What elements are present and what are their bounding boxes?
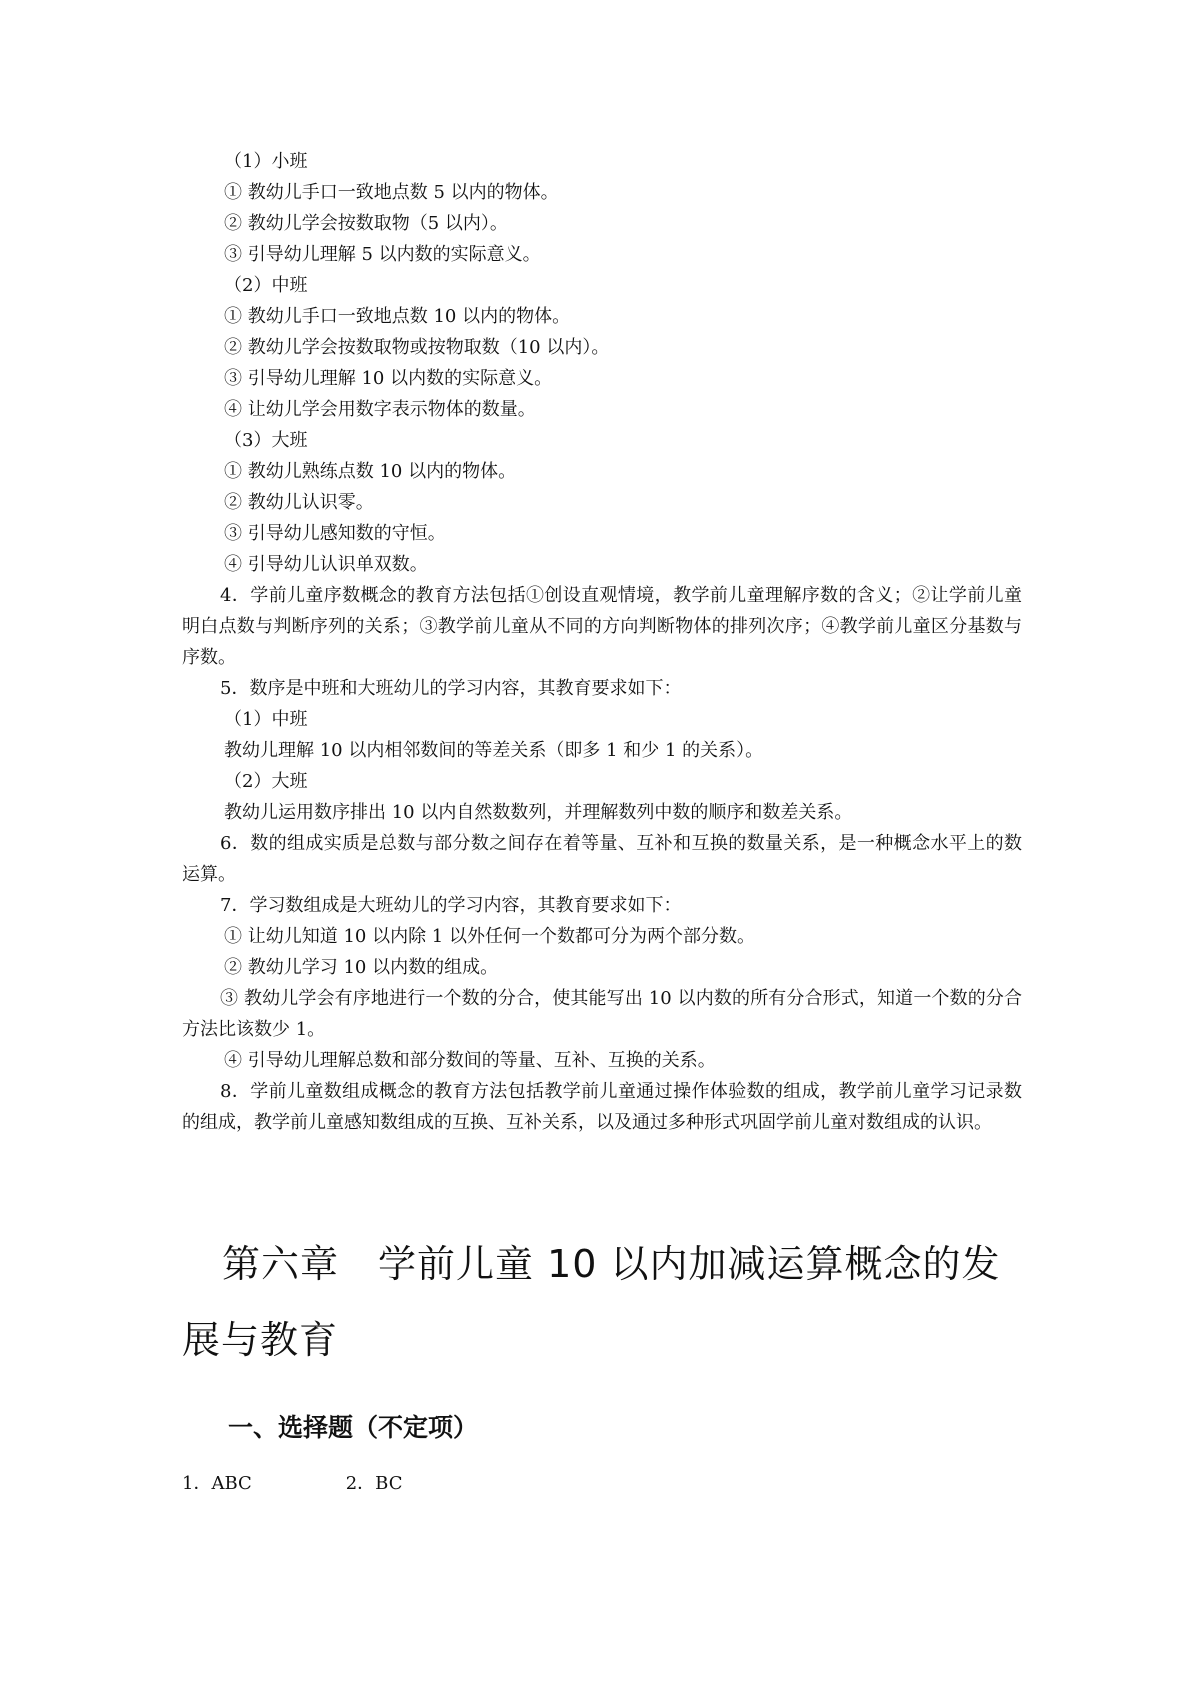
- requirement-line: ① 教幼儿熟练点数 10 以内的物体。: [224, 461, 517, 482]
- requirement-line: ② 教幼儿学会按数取物或按物取数（10 以内）。: [224, 337, 610, 358]
- requirement-line: （3）大班: [224, 430, 308, 451]
- paragraph-8: 8．学前儿童数组成概念的教育方法包括教学前儿童通过操作体验数的组成，教学前儿童学习记录数的组成，教学前儿童感知数组成的互换、互补关系，以及通过多种形式巩固学前儿童对数组成的认识。: [182, 1081, 1022, 1133]
- paragraph-5: 5．数序是中班和大班幼儿的学习内容，其教育要求如下：: [220, 678, 682, 699]
- paragraph-7: 7．学习数组成是大班幼儿的学习内容，其教育要求如下：: [220, 895, 682, 916]
- paragraph-5-middle-requirement: 教幼儿理解 10 以内相邻数间的等差关系（即多 1 和少 1 的关系）。: [224, 740, 764, 761]
- paragraph-5-senior-class: （2）大班: [224, 771, 308, 792]
- answer-row: [182, 1468, 504, 1499]
- answer-item: 1．ABC: [182, 1473, 252, 1494]
- paragraph-6: 6．数的组成实质是总数与部分数之间存在着等量、互补和互换的数量关系，是一种概念水平上的数运算。: [182, 833, 1022, 885]
- answer-item: 2．BC: [345, 1473, 403, 1494]
- requirement-line: （2）中班: [224, 275, 308, 296]
- body-text: [182, 146, 1022, 1138]
- requirement-line: ③ 引导幼儿感知数的守恒。: [224, 523, 446, 544]
- requirement-line: ② 教幼儿学会按数取物（5 以内）。: [224, 213, 508, 234]
- paragraph-5-senior-requirement: 教幼儿运用数序排出 10 以内自然数数列，并理解数列中数的顺序和数差关系。: [224, 802, 853, 823]
- paragraph-7-item-3: ③ 教幼儿学会有序地进行一个数的分合，使其能写出 10 以内数的所有分合形式，知道一个数的分合方法比该数少 1。: [182, 988, 1022, 1040]
- paragraph-7-item-1: ① 让幼儿知道 10 以内除 1 以外任何一个数都可分为两个部分数。: [224, 926, 755, 947]
- section-title: 一、选择题（不定项）: [228, 1413, 479, 1442]
- paragraph-4: 4．学前儿童序数概念的教育方法包括①创设直观情境，教学前儿童理解序数的含义；②让学前儿童明白点数与判断序列的关系；③教学前儿童从不同的方向判断物体的排列次序；④教学前儿童区分基数与序数。: [182, 585, 1022, 668]
- requirement-line: ③ 引导幼儿理解 10 以内数的实际意义。: [224, 368, 553, 389]
- requirement-line: ④ 让幼儿学会用数字表示物体的数量。: [224, 399, 536, 420]
- requirement-line: ① 教幼儿手口一致地点数 5 以内的物体。: [224, 182, 559, 203]
- paragraph-5-middle-class: （1）中班: [224, 709, 308, 730]
- requirement-line: ③ 引导幼儿理解 5 以内数的实际意义。: [224, 244, 541, 265]
- paragraph-7-item-4: ④ 引导幼儿理解总数和部分数间的等量、互补、互换的关系。: [224, 1050, 716, 1071]
- paragraph-7-item-2: ② 教幼儿学习 10 以内数的组成。: [224, 957, 499, 978]
- requirement-line: ① 教幼儿手口一致地点数 10 以内的物体。: [224, 306, 571, 327]
- requirement-line: ④ 引导幼儿认识单双数。: [224, 554, 428, 575]
- requirement-line: （1）小班: [224, 151, 308, 172]
- requirement-line: ② 教幼儿认识零。: [224, 492, 374, 513]
- chapter-title: 第六章 学前儿童 10 以内加减运算概念的发展与教育: [182, 1242, 1001, 1362]
- requirement-list: [182, 146, 1022, 580]
